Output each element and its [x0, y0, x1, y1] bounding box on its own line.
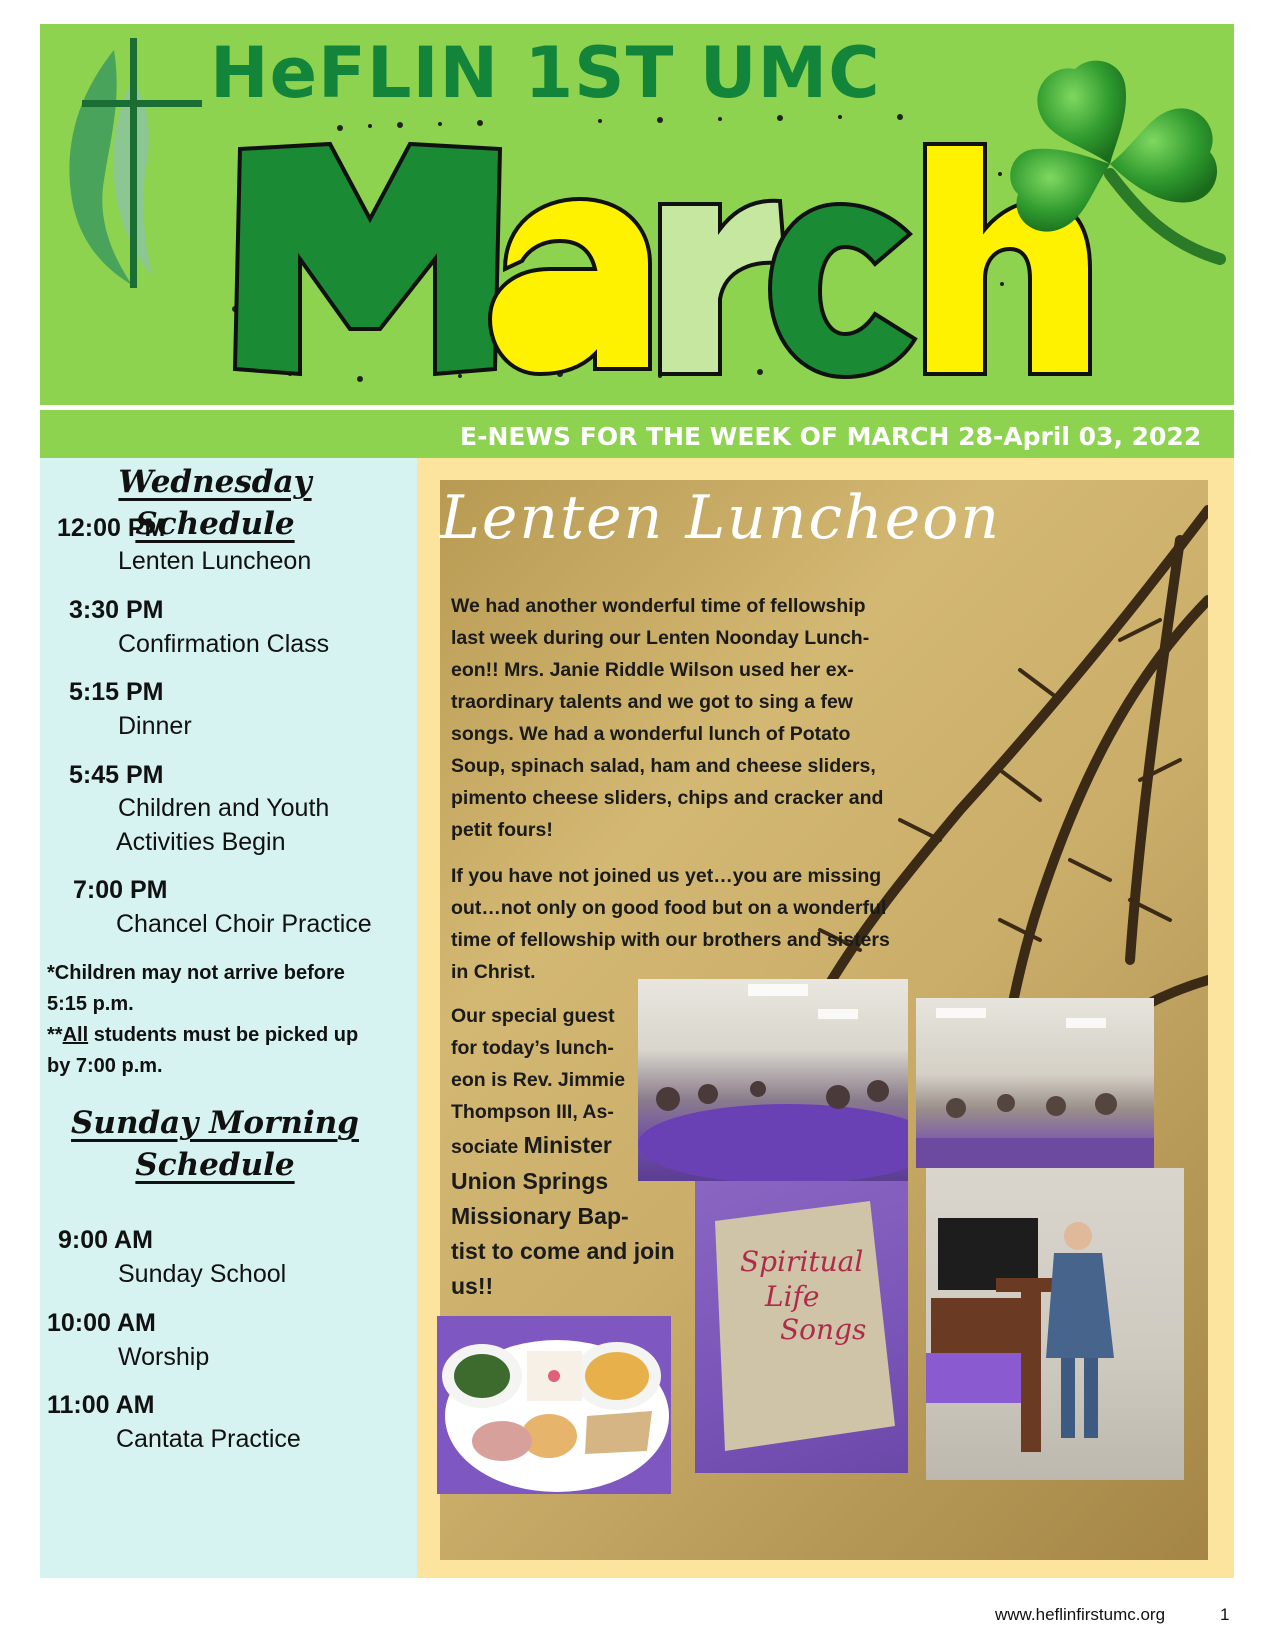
week-banner-text: E-NEWS FOR THE WEEK OF MARCH 28-April 03, 2022 — [460, 422, 1202, 451]
schedule-event: Lenten Luncheon — [118, 547, 312, 575]
sunday-schedule-heading — [40, 1103, 390, 1187]
schedule-sidebar — [40, 458, 417, 1578]
text-line: traordinary talents and we got to sing a few — [451, 691, 853, 713]
photo-detail — [638, 979, 908, 1181]
schedule-event: Cantata Practice — [116, 1425, 301, 1453]
text-line: If you have not joined us yet…you are missing — [451, 865, 882, 887]
hymnal-title-line: Spiritual — [740, 1245, 864, 1278]
text-line: petit fours! — [451, 819, 553, 841]
photo-hymnal — [695, 1181, 908, 1473]
text-line: time of fellowship with our brothers and sisters — [451, 929, 890, 951]
photo-lunch-plate — [437, 1316, 671, 1494]
pickup-note — [47, 958, 358, 1082]
text-line: last week during our Lenten Noonday Lunch- — [451, 627, 870, 649]
note-text: students must be picked up — [88, 1024, 359, 1046]
week-banner — [40, 410, 1234, 458]
shamrock-icon — [990, 44, 1230, 284]
schedule-time: 10:00 AM — [47, 1309, 156, 1337]
schedule-time: 5:15 PM — [69, 678, 164, 706]
schedule-time: 12:00 PM — [57, 514, 166, 542]
schedule-event-continued: Activities Begin — [116, 828, 286, 856]
schedule-time: 5:45 PM — [69, 761, 164, 789]
text-fragment: Minister — [523, 1132, 612, 1158]
hymnal-title-line: Life — [765, 1280, 820, 1313]
hymnal-title-line: Songs — [780, 1313, 867, 1346]
text-line: eon is Rev. Jimmie — [451, 1069, 626, 1091]
masthead — [40, 24, 1234, 405]
cross-and-flame-logo — [52, 30, 242, 310]
schedule-event: Children and Youth — [118, 794, 330, 822]
photo-detail — [916, 998, 1154, 1168]
text-line: songs. We had a wonderful lunch of Potato — [451, 723, 851, 745]
schedule-event: Confirmation Class — [118, 630, 330, 658]
text-line: tist to come and join — [451, 1238, 675, 1264]
text-line: We had another wonderful time of fellowship — [451, 595, 866, 617]
photo-detail — [926, 1168, 1184, 1480]
note-line: by 7:00 p.m. — [47, 1055, 163, 1077]
text-line: Our special guest — [451, 1005, 615, 1027]
photo-fellowship-hall-2 — [916, 998, 1154, 1168]
schedule-time: 9:00 AM — [58, 1226, 153, 1254]
text-line: Union Springs — [451, 1168, 609, 1194]
schedule-event: Worship — [118, 1343, 210, 1371]
text-line: out…not only on good food but on a wonderful — [451, 897, 887, 919]
church-name: HeFLIN 1ST UMC — [210, 32, 881, 114]
page-number: 1 — [1220, 1605, 1230, 1624]
text-line — [451, 1128, 651, 1164]
article-paragraph-1 — [451, 590, 911, 846]
article-paragraph-2 — [451, 860, 921, 988]
photo-detail — [695, 1181, 908, 1473]
text-line: Soup, spinach salad, ham and cheese sliders, — [451, 755, 876, 777]
text-line: pimento cheese sliders, chips and cracker and — [451, 787, 884, 809]
footer-website[interactable]: www.heflinfirstumc.org — [995, 1605, 1166, 1624]
schedule-time: 7:00 PM — [73, 876, 168, 904]
wednesday-schedule-heading: Wednesday Schedule — [118, 464, 312, 542]
schedule-event: Sunday School — [118, 1260, 287, 1288]
text-line: Missionary Bap- — [451, 1203, 629, 1229]
article-title: Lenten Luncheon — [440, 483, 1001, 553]
note-prefix: ** — [47, 1024, 63, 1046]
photo-speaker — [926, 1168, 1184, 1480]
note-line — [47, 1020, 358, 1051]
text-line: us!! — [451, 1273, 494, 1299]
march-title-art — [220, 129, 1100, 399]
note-line: 5:15 p.m. — [47, 993, 134, 1015]
schedule-time: 3:30 PM — [69, 596, 164, 624]
text-line: in Christ. — [451, 961, 536, 983]
sunday-heading-line: Schedule — [135, 1146, 295, 1183]
text-line: Thompson III, As- — [451, 1101, 614, 1123]
schedule-time: 11:00 AM — [47, 1391, 155, 1419]
photo-detail — [437, 1316, 671, 1494]
sunday-heading-line: Sunday Morning — [71, 1105, 359, 1141]
text-line: eon!! Mrs. Janie Riddle Wilson used her ex- — [451, 659, 854, 681]
text-fragment: sociate — [451, 1136, 524, 1158]
article-paragraph-3 — [451, 1000, 675, 1304]
schedule-event: Dinner — [118, 712, 192, 740]
note-line: *Children may not arrive before — [47, 962, 345, 984]
photo-fellowship-hall-1 — [638, 979, 908, 1181]
text-line: for today’s lunch- — [451, 1037, 614, 1059]
schedule-event: Chancel Choir Practice — [116, 910, 372, 938]
note-emphasis: All — [62, 1024, 89, 1046]
